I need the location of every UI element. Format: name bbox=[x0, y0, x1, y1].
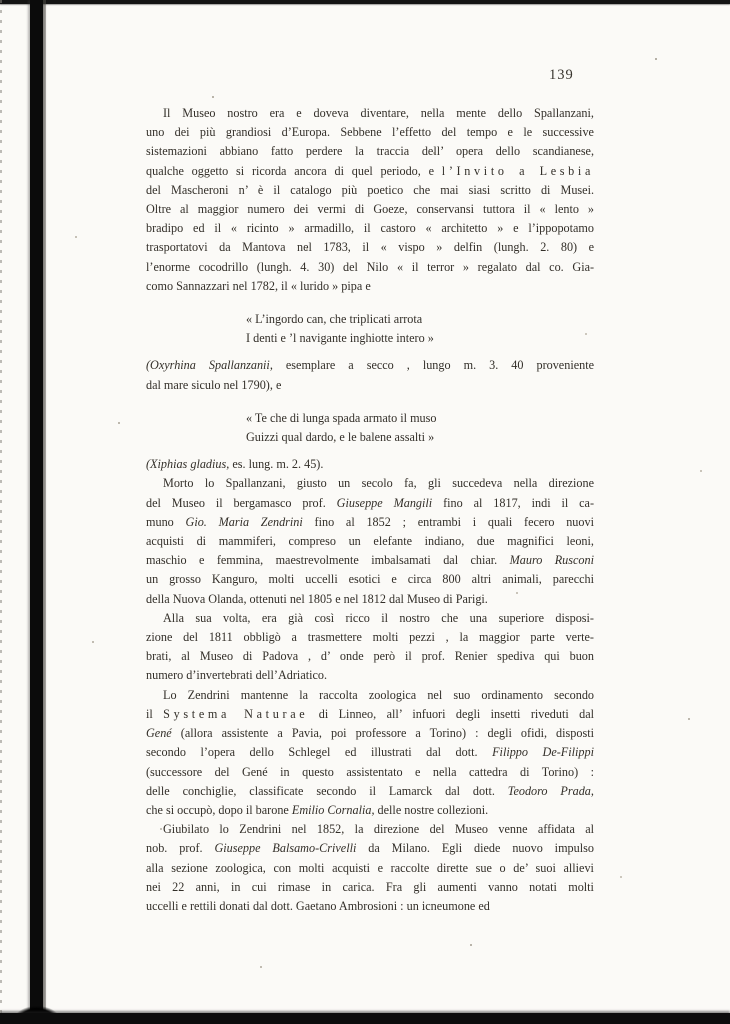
verse-block bbox=[246, 310, 594, 348]
plain-text: Morto lo Spallanzani, giusto un secolo fa, gli succedeva nella direzione bbox=[163, 476, 594, 491]
plain-text: qualche oggetto si ricorda ancora di quel periodo, e bbox=[146, 163, 442, 178]
text-line bbox=[146, 820, 594, 839]
scan-noise-speckles bbox=[0, 0, 2, 2]
letterspaced-text: l’Invito a Lesbia bbox=[441, 163, 594, 178]
text-line bbox=[146, 551, 594, 570]
scan-edge-left bbox=[0, 0, 2, 1024]
italic-text: (Oxyrhina Spallanzanii, bbox=[146, 358, 273, 373]
plain-text: di Linneo, all’ infuori degli insetti riveduti dal bbox=[308, 706, 594, 721]
text-line bbox=[146, 724, 594, 743]
plain-text: Lo Zendrini mantenne la raccolta zoologica nel suo ordinamento secondo bbox=[163, 687, 594, 702]
text-line bbox=[146, 743, 594, 762]
plain-text: uno dei più grandiosi d’Europa. Sebbene l’effetto del tempo e le successive bbox=[146, 125, 594, 140]
plain-text: (successore del Gené in questo assistentato e nella cattedra di Torino) : bbox=[146, 764, 594, 779]
plain-text: nob. prof. bbox=[146, 841, 215, 856]
plain-text: numero d’invertebrati dell’Adriatico. bbox=[146, 668, 328, 683]
text-line bbox=[146, 238, 594, 257]
plain-text: che si occupò, dopo il barone bbox=[146, 802, 292, 817]
plain-text: Oltre al maggior numero dei vermi di Goeze, conservansi tuttora il « lento » bbox=[146, 202, 594, 217]
text-line bbox=[246, 428, 594, 447]
text-line bbox=[146, 628, 594, 647]
text-line bbox=[146, 123, 594, 142]
text-line bbox=[146, 277, 594, 296]
text-line bbox=[146, 782, 594, 801]
text-line bbox=[146, 142, 594, 161]
text-line bbox=[246, 310, 594, 329]
text-line bbox=[146, 532, 594, 551]
italic-text: Teodoro Prada, bbox=[507, 783, 594, 798]
plain-text: delle nostre collezioni. bbox=[374, 802, 489, 817]
text-line bbox=[146, 474, 594, 493]
plain-text: delle conchiglie, classificate secondo il Lamarck dal dott. bbox=[146, 783, 508, 798]
plain-text: acquisti di mammiferi, compreso un elefante indiano, due magnifici leoni, bbox=[146, 534, 594, 549]
plain-text: brati, al Museo di Padova , d’ onde però il prof. Renier spediva qui buon bbox=[146, 649, 594, 664]
text-line bbox=[146, 356, 594, 375]
text-line bbox=[146, 897, 594, 916]
text-line bbox=[146, 513, 594, 532]
plain-text: del Museo il bergamasco prof. bbox=[146, 495, 337, 510]
paragraph-block bbox=[146, 609, 594, 686]
text-line bbox=[146, 376, 594, 395]
plain-text: secondo l’opera dello Schlegel ed illustrati dal dott. bbox=[146, 745, 493, 760]
plain-text: uccelli e rettili donati dal dott. Gaetano Ambrosioni : un icneumone ed bbox=[146, 898, 490, 913]
text-line bbox=[246, 409, 594, 428]
plain-text: della Nuova Olanda, ottenuti nel 1805 e nel 1812 dal Museo di Parigi. bbox=[146, 591, 488, 606]
plain-text: sistemazioni abbiano fatto perdere la traccia dell’ opera dello scandianese, bbox=[146, 144, 594, 159]
italic-text: Emilio Cornalia, bbox=[291, 802, 375, 817]
text-line bbox=[146, 839, 594, 858]
italic-text: (Xiphias gladius, bbox=[146, 457, 230, 472]
text-line bbox=[146, 494, 594, 513]
text-line bbox=[146, 878, 594, 897]
paragraph-block bbox=[146, 686, 594, 820]
verse-block bbox=[246, 409, 594, 447]
text-line bbox=[146, 200, 594, 219]
italic-text: Gené bbox=[146, 726, 172, 741]
plain-text: como Sannazzari nel 1782, il « lurido » pipa e bbox=[146, 278, 371, 293]
text-line bbox=[146, 686, 594, 705]
plain-text: fino al 1817, indi il ca- bbox=[432, 495, 594, 510]
plain-text: un grosso Kanguro, molti uccelli esotici e circa 800 altri animali, parecchi bbox=[146, 572, 594, 587]
italic-text: Mauro Rusconi bbox=[509, 553, 594, 568]
plain-text: maschio e femmina, maestrevolmente imbalsamati dal chiar. bbox=[146, 553, 510, 568]
text-column bbox=[146, 104, 594, 916]
binding-gutter-shadow bbox=[30, 0, 43, 1024]
letterspaced-text: Systema Naturae bbox=[163, 706, 309, 721]
plain-text: l’enorme cocodrillo (lungh. 4. 30) del Nilo « il terror » regalato dal co. Gia- bbox=[146, 259, 594, 274]
plain-text: esemplare a secco , lungo m. 3. 40 proveniente bbox=[272, 358, 594, 373]
plain-text: Il Museo nostro era e doveva diventare, nella mente dello Spallanzani, bbox=[163, 106, 594, 120]
plain-text: il bbox=[146, 706, 164, 721]
text-line bbox=[146, 705, 594, 724]
text-line bbox=[146, 647, 594, 666]
plain-text: del Mascheroni n’ è il catalogo più poetico che mai siasi scritto di Musei. bbox=[146, 182, 594, 197]
text-line bbox=[146, 666, 594, 685]
plain-text: nei 22 anni, in cui rimase in carica. Fra gli aumenti vanno notati molti bbox=[146, 879, 594, 894]
italic-text: Giuseppe Balsamo-Crivelli bbox=[214, 841, 357, 856]
italic-text: Giuseppe Mangili bbox=[336, 495, 433, 510]
paragraph-block bbox=[146, 104, 594, 296]
page-number: 139 bbox=[549, 67, 574, 83]
text-line bbox=[146, 609, 594, 628]
plain-text: trasportatovi da Mantova nel 1783, il « vispo » delfin (lungh. 2. 80) e bbox=[146, 240, 594, 255]
text-line bbox=[146, 455, 594, 474]
text-line bbox=[146, 258, 594, 277]
scan-edge-top bbox=[0, 0, 730, 4]
plain-text: I denti e ’l navigante inghiotte intero » bbox=[246, 331, 434, 346]
plain-text: Alla sua volta, era già così ricco il nostro che una superiore disposi- bbox=[163, 610, 594, 625]
paragraph-block bbox=[146, 474, 594, 608]
plain-text: Guizzi qual dardo, e le balene assalti » bbox=[246, 430, 435, 445]
text-line bbox=[146, 104, 594, 123]
text-line bbox=[246, 329, 594, 348]
text-line bbox=[146, 801, 594, 820]
plain-text: alla sezione zoologica, con molti acquisti e raccolte dirette sue o de’ suoi allievi bbox=[146, 860, 594, 875]
italic-text: Gio. Maria Zendrini bbox=[185, 514, 303, 529]
plain-text: bradipo ed il « ricinto » armadillo, il castoro « architetto » e l’ippopotamo bbox=[146, 221, 594, 236]
plain-text: « Te che di lunga spada armato il muso bbox=[246, 410, 437, 425]
text-line bbox=[146, 763, 594, 782]
italic-text: Filippo De-Filippi bbox=[492, 745, 594, 760]
plain-text: « L’ingordo can, che triplicati arrota bbox=[246, 312, 423, 327]
paragraph-block bbox=[146, 455, 594, 474]
plain-text: fino al 1852 ; entrambi i quali fecero nuovi bbox=[302, 514, 594, 529]
paragraph-block bbox=[146, 820, 594, 916]
text-line bbox=[146, 570, 594, 589]
plain-text: dal mare siculo nel 1790), e bbox=[146, 377, 282, 392]
plain-text: muno bbox=[146, 514, 186, 529]
text-line bbox=[146, 219, 594, 238]
scan-edge-bottom bbox=[0, 1013, 730, 1024]
paragraph-block bbox=[146, 356, 594, 394]
plain-text: (allora assistente a Pavia, poi professore a Torino) : degli ofidi, disposti bbox=[171, 726, 594, 741]
plain-text: da Milano. Egli diede nuovo impulso bbox=[356, 841, 594, 856]
plain-text: zione del 1811 obbligò a trasmettere molti pezzi , la maggior parte verte- bbox=[146, 630, 594, 645]
plain-text: es. lung. m. 2. 45). bbox=[229, 457, 324, 472]
text-line bbox=[146, 162, 594, 181]
plain-text: Giubilato lo Zendrini nel 1852, la direzione del Museo venne affidata al bbox=[163, 822, 594, 837]
text-line bbox=[146, 181, 594, 200]
text-line bbox=[146, 859, 594, 878]
text-line bbox=[146, 590, 594, 609]
